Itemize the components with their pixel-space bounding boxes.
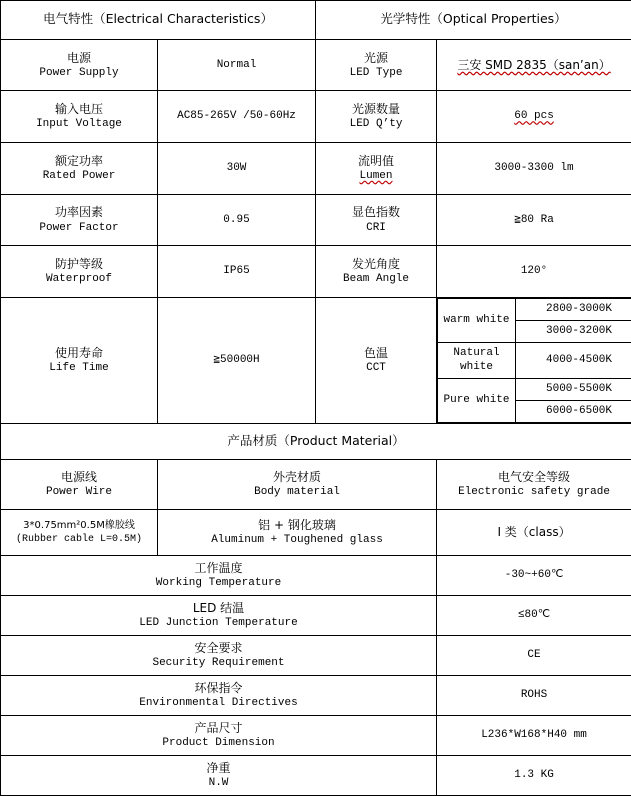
- value: 60 pcs: [514, 110, 554, 123]
- row-value-power-factor: [158, 194, 316, 246]
- label-en: N.W: [208, 777, 229, 790]
- label-cn: 防护等级: [54, 257, 103, 272]
- section-header-row: [1, 1, 631, 40]
- value: -30~+60℃: [504, 569, 564, 582]
- row-value-environmental-directives: [437, 676, 631, 716]
- optical-section-header: [316, 1, 631, 40]
- material-value-body-material: [158, 510, 437, 556]
- row-value-lumen: [437, 143, 631, 195]
- label-cn: 光源: [364, 50, 389, 65]
- table-row: [1, 143, 631, 195]
- value-en: (Rubber cable L=0.5M): [15, 533, 143, 545]
- label-cn: 使用寿命: [54, 345, 103, 360]
- row-label-power-supply: [1, 39, 158, 91]
- value: 0.95: [223, 213, 250, 226]
- label-en: CRI: [366, 221, 386, 234]
- label-en: Environmental Directives: [139, 697, 298, 710]
- material-section-header: [1, 424, 631, 460]
- table-row: [1, 39, 631, 91]
- row-value-input-voltage: [158, 91, 316, 143]
- row-label-waterproof: [1, 246, 158, 298]
- cct-range-pure-2: 6000-6500K: [516, 401, 631, 423]
- value: 三安 SMD 2835（san’an）: [457, 58, 611, 73]
- optical-section-title: 光学特性（Optical Properties）: [380, 11, 567, 27]
- value: 3000-3300 lm: [494, 161, 574, 174]
- label-en: CCT: [366, 362, 386, 375]
- label-cn: 发光角度: [352, 257, 401, 272]
- row-value-working-temperature: [437, 556, 631, 596]
- label-cn: 安全要求: [194, 640, 243, 655]
- cct-name-warm-white: warm white: [438, 298, 516, 342]
- material-col-power-wire: [1, 460, 158, 510]
- value-en: I 类（class）: [497, 525, 571, 540]
- row-label-life-time: [1, 297, 158, 423]
- row-label-product-dimension: [1, 716, 437, 756]
- table-row: [1, 556, 631, 596]
- label-cn: 产品尺寸: [194, 720, 243, 735]
- row-label-cri: [316, 194, 437, 246]
- cct-range-natural-1: 4000-4500K: [516, 342, 631, 379]
- electrical-section-header: [1, 1, 316, 40]
- cct-range-warm-2: 3000-3200K: [516, 320, 631, 342]
- label-cn: LED 结温: [192, 600, 245, 615]
- label-cn: 环保指令: [194, 680, 243, 695]
- cct-row-natural-white: [438, 342, 631, 379]
- value-en: Aluminum + Toughened glass: [211, 534, 383, 547]
- row-value-net-weight: [437, 756, 631, 796]
- label-cn: 外壳材质: [273, 469, 322, 484]
- cct-range-warm-1: 2800-3000K: [516, 298, 631, 320]
- label-en: Lumen: [359, 170, 393, 182]
- cct-range-pure-1: 5000-5500K: [516, 379, 631, 401]
- label-cn: 电气安全等级: [498, 469, 571, 484]
- row-value-waterproof: [158, 246, 316, 298]
- table-row: [1, 676, 631, 716]
- label-en: Product Dimension: [162, 737, 275, 750]
- row-value-led-junction-temperature: [437, 596, 631, 636]
- electrical-section-title: 电气特性（Electrical Characteristics）: [43, 11, 273, 27]
- label-en: Power Wire: [45, 486, 112, 499]
- value: 120°: [520, 265, 548, 278]
- label-en: Life Time: [49, 362, 109, 375]
- label-en: Power Supply: [39, 66, 119, 79]
- label-en: Waterproof: [45, 273, 112, 286]
- cct-row-pure-white: [438, 379, 631, 401]
- material-column-header-row: [1, 460, 631, 510]
- cct-subtable: [437, 298, 631, 423]
- row-label-security-requirement: [1, 636, 437, 676]
- row-label-led-junction-temperature: [1, 596, 437, 636]
- row-label-beam-angle: [316, 246, 437, 298]
- material-value-row: [1, 510, 631, 556]
- label-en: LED Type: [349, 66, 403, 79]
- material-section-title: 产品材质（Product Material）: [227, 432, 405, 448]
- table-row: [1, 596, 631, 636]
- label-cn: 输入电压: [54, 102, 103, 117]
- label-en: Body material: [254, 486, 340, 499]
- value: ≧80 Ra: [514, 213, 554, 226]
- material-col-safety-grade: [437, 460, 631, 510]
- value: Normal: [216, 58, 257, 71]
- value: AC85-265V /50-60Hz: [177, 110, 296, 123]
- row-value-product-dimension: [437, 716, 631, 756]
- label-cn: 电源线: [60, 469, 97, 484]
- row-value-led-qty: [437, 91, 631, 143]
- row-value-cri: [437, 194, 631, 246]
- label-cn: 电源: [66, 50, 91, 65]
- row-label-power-factor: [1, 194, 158, 246]
- row-value-beam-angle: [437, 246, 631, 298]
- label-en: Rated Power: [42, 170, 116, 182]
- label-en: Power Factor: [39, 221, 119, 234]
- material-col-body-material: [158, 460, 437, 510]
- value: ROHS: [520, 689, 548, 702]
- cct-row-warm-white: [438, 298, 631, 320]
- value: ≧50000H: [213, 354, 260, 367]
- label-cn: 显色指数: [352, 205, 401, 220]
- row-label-cct: [316, 297, 437, 423]
- table-row: [1, 636, 631, 676]
- value: 30W: [226, 161, 247, 174]
- label-en: LED Junction Temperature: [139, 617, 298, 630]
- table-row: [1, 716, 631, 756]
- label-en: Beam Angle: [343, 273, 410, 286]
- label-cn: 功率因素: [54, 205, 103, 220]
- label-cn: 净重: [206, 760, 231, 775]
- row-label-led-qty: [316, 91, 437, 143]
- value: 1.3 KG: [514, 769, 554, 782]
- row-label-environmental-directives: [1, 676, 437, 716]
- row-label-working-temperature: [1, 556, 437, 596]
- label-en: LED Q’ty: [349, 118, 403, 131]
- value: IP65: [223, 265, 250, 278]
- material-header-row: [1, 424, 631, 460]
- value-cn: 铝 + 钢化玻璃: [258, 517, 336, 532]
- table-row: [1, 756, 631, 796]
- value-cn: 3*0.75mm²0.5M橡胶线: [23, 520, 135, 531]
- row-value-power-supply: [158, 39, 316, 91]
- cct-name-natural-white: Natural white: [438, 342, 516, 379]
- label-cn: 色温: [364, 345, 389, 360]
- table-row: [1, 246, 631, 298]
- row-value-led-type: [437, 39, 631, 91]
- value: CE: [527, 649, 541, 662]
- row-value-security-requirement: [437, 636, 631, 676]
- value: ≤80℃: [517, 609, 551, 622]
- value: L236*W168*H40 mm: [481, 729, 587, 742]
- row-label-lumen: [316, 143, 437, 195]
- label-en: Security Requirement: [152, 657, 285, 670]
- cct-name-pure-white: Pure white: [438, 379, 516, 423]
- label-en: Input Voltage: [36, 118, 122, 131]
- table-row: [1, 194, 631, 246]
- label-cn: 工作温度: [194, 560, 243, 575]
- row-label-rated-power: [1, 143, 158, 195]
- label-en: Working Temperature: [155, 577, 282, 590]
- row-label-input-voltage: [1, 91, 158, 143]
- table-row-cct: [1, 297, 631, 423]
- row-value-rated-power: [158, 143, 316, 195]
- material-value-power-wire: [1, 510, 158, 556]
- row-label-net-weight: [1, 756, 437, 796]
- row-label-led-type: [316, 39, 437, 91]
- label-en: Electronic safety grade: [458, 486, 610, 499]
- table-row: [1, 91, 631, 143]
- row-value-life-time: [158, 297, 316, 423]
- label-cn: 流明值: [358, 153, 395, 168]
- material-value-safety-grade: [437, 510, 631, 556]
- cct-table-cell: [437, 297, 631, 423]
- label-cn: 光源数量: [352, 102, 401, 117]
- label-cn: 额定功率: [54, 153, 103, 168]
